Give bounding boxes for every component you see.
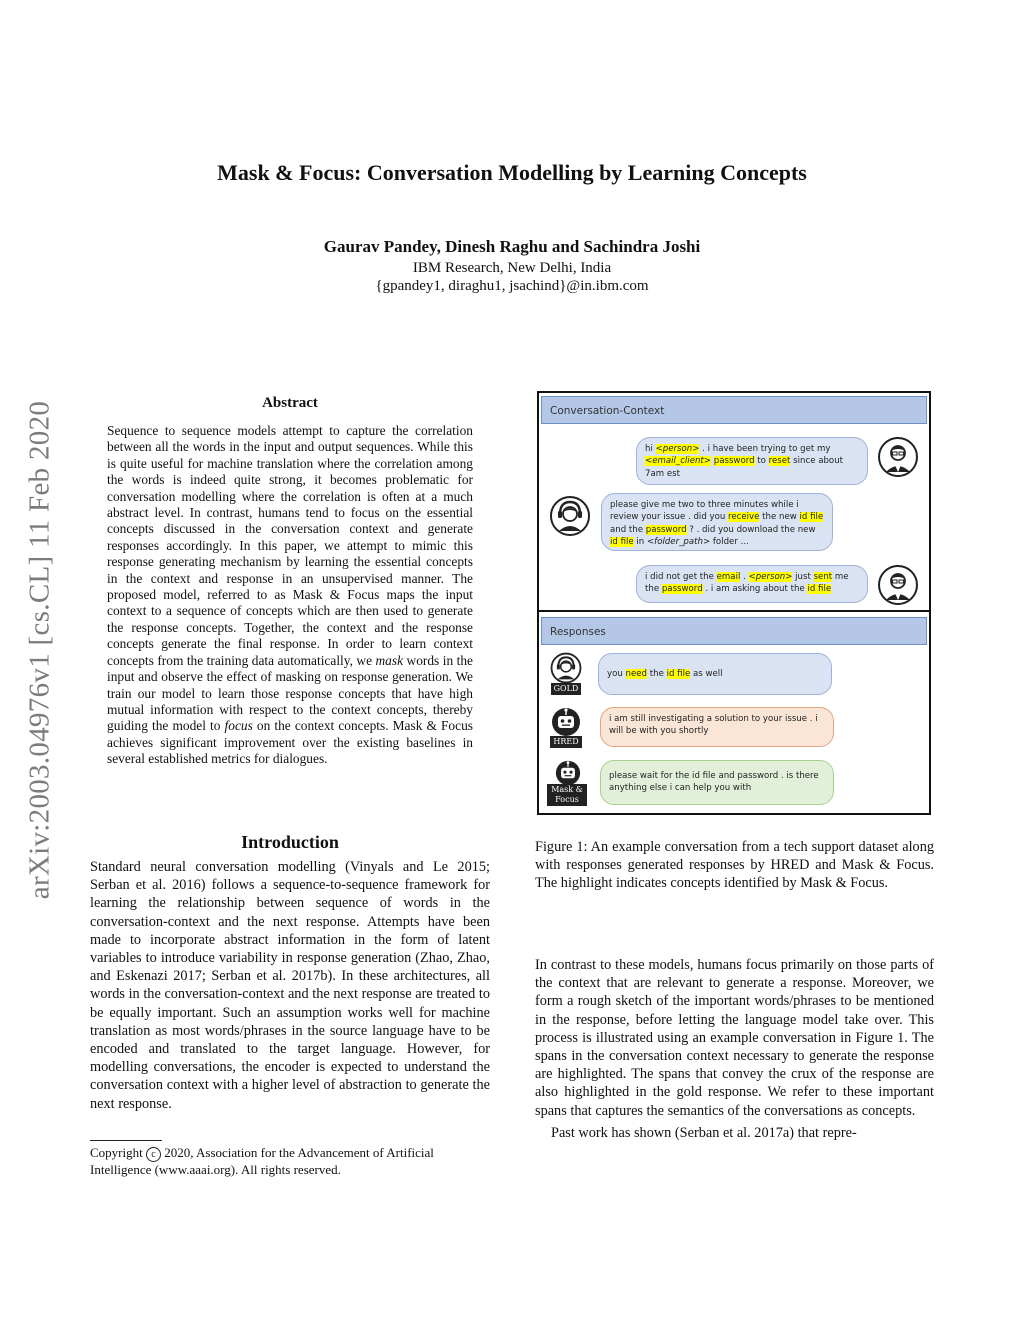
abstract-heading: Abstract (262, 395, 318, 411)
gold-label: GOLD (551, 683, 581, 695)
robot-icon (553, 760, 583, 786)
paragraph: In contrast to these models, humans focus primarily on those parts of the context that are relevant to generate a response. Moreover, we form a rough sketch of the important words/phrases to be mentioned in the response, before letting the language model take over. This process is illustrated using an example conversation in Figure 1. The spans in the conversation context necessary to generate the response are highlighted. The spans that convey the crux of the response are also highlighted in the gold response. We refer to these important spans that captures the semantics of the conversations as concepts. (535, 957, 934, 1119)
paper-title: Mask & Focus: Conversation Modelling by Learning Concepts (217, 160, 807, 185)
context-message-agent: please give me two to three minutes while i review your issue . did you receive the new id file and the password ? . did you download the new id file in <folder_path> folder ... (601, 493, 833, 551)
mask-focus-response: please wait for the id file and password . is there anything else i can help you with (600, 760, 834, 805)
affiliation: IBM Research, New Delhi, India (412, 260, 612, 276)
robot-icon (550, 707, 582, 737)
introduction-text: Standard neural conversation modelling (Vinyals and Le 2015; Serban et al. 2016) follows a sequence-to-sequence framework for learning the relationship between sequence of words in the conversation-context and the next response. Attempts have been made to incorporate abstract information in the form of latent variables to introduce variability in response generation (Zhao, Zhao, and Eskenazi 2017; Serban et al. 2017b). In these architectures, all words in the conversation-context and the next response are treated to be equally important. Such an assumption works well for machine translation as most words/phrases in the source language have to be encoded and translated to the target language. However, for modelling conversations, the encoder is expected to understand the conversation context with a higher level of abstraction to generate the next response. (90, 859, 490, 1112)
context-header: Conversation-Context (541, 396, 927, 424)
emails: {gpandey1, diraghu1, jsachind}@in.ibm.com (375, 278, 649, 294)
user-avatar-icon (877, 436, 919, 478)
copyright-symbol: c (146, 1147, 161, 1162)
gold-response: you need the id file as well (598, 653, 832, 695)
mask-focus-label: Mask & Focus (547, 784, 587, 806)
figure-divider (537, 610, 931, 612)
agent-avatar-icon (549, 495, 591, 537)
figure-caption: Figure 1: An example conversation from a tech support dataset along with responses generated responses by HRED and Mask & Focus. The highlight indicates concepts identified by Mask & Focus. (535, 839, 934, 892)
arxiv-stamp (20, 355, 60, 945)
copyright-notice: Copyright c 2020, Association for the Advancement of Artificial Intelligence (www.aaai.org). All rights reserved. (90, 1145, 434, 1177)
paragraph: Past work has shown (Serban et al. 2017a) that repre- (551, 1124, 857, 1141)
context-message-user-2: i did not get the email . <person> just sent me the password . i am asking about the id file (636, 565, 868, 603)
authors: Gaurav Pandey, Dinesh Raghu and Sachindra Joshi (323, 237, 701, 256)
footnote-rule (90, 1140, 162, 1141)
responses-header: Responses (541, 617, 927, 645)
hred-label: HRED (550, 736, 582, 748)
abstract-text: Sequence to sequence models attempt to capture the correlation between all the words in the input and output sequences. While this is quite useful for machine translation where the correlation among the words is indeed quite strong, it becomes problematic for conversation modelling where the correlation is often at a much abstract level. In contrast, humans tend to focus on the essential concepts discussed in the conversation context and generate responses accordingly. In this paper, we attempt to mimic this response generating mechanism by learning the essential concepts in the context and response in an unsupervised manner. The proposed model, referred to as Mask & Focus maps the input context to a sequence of concepts which are then used to generate the response concepts. Together, the context and the response concepts generate the final response. In order to learn context concepts from the training data automatically, we mask words in the input and observe the effect of masking on response generation. We train our model to learn those response concepts that have high mutual information with respect to the context concepts, thereby guiding the model to focus on the context concepts. Mask & Focus achieves significant improvement over the existing baselines in several established metrics for dialogues. (107, 423, 473, 767)
right-column-text (535, 956, 934, 1142)
introduction-heading: Introduction (241, 832, 339, 852)
arxiv-id: arXiv:2003.04976v1 [cs.CL] 11 Feb 2020 (23, 400, 56, 900)
gold-agent-icon (550, 652, 582, 684)
user-avatar-icon (877, 564, 919, 606)
hred-response: i am still investigating a solution to your issue . i will be with you shortly (600, 707, 834, 747)
context-message-user-1: hi <person> . i have been trying to get my <email_client> password to reset since about 7am est (636, 437, 868, 485)
